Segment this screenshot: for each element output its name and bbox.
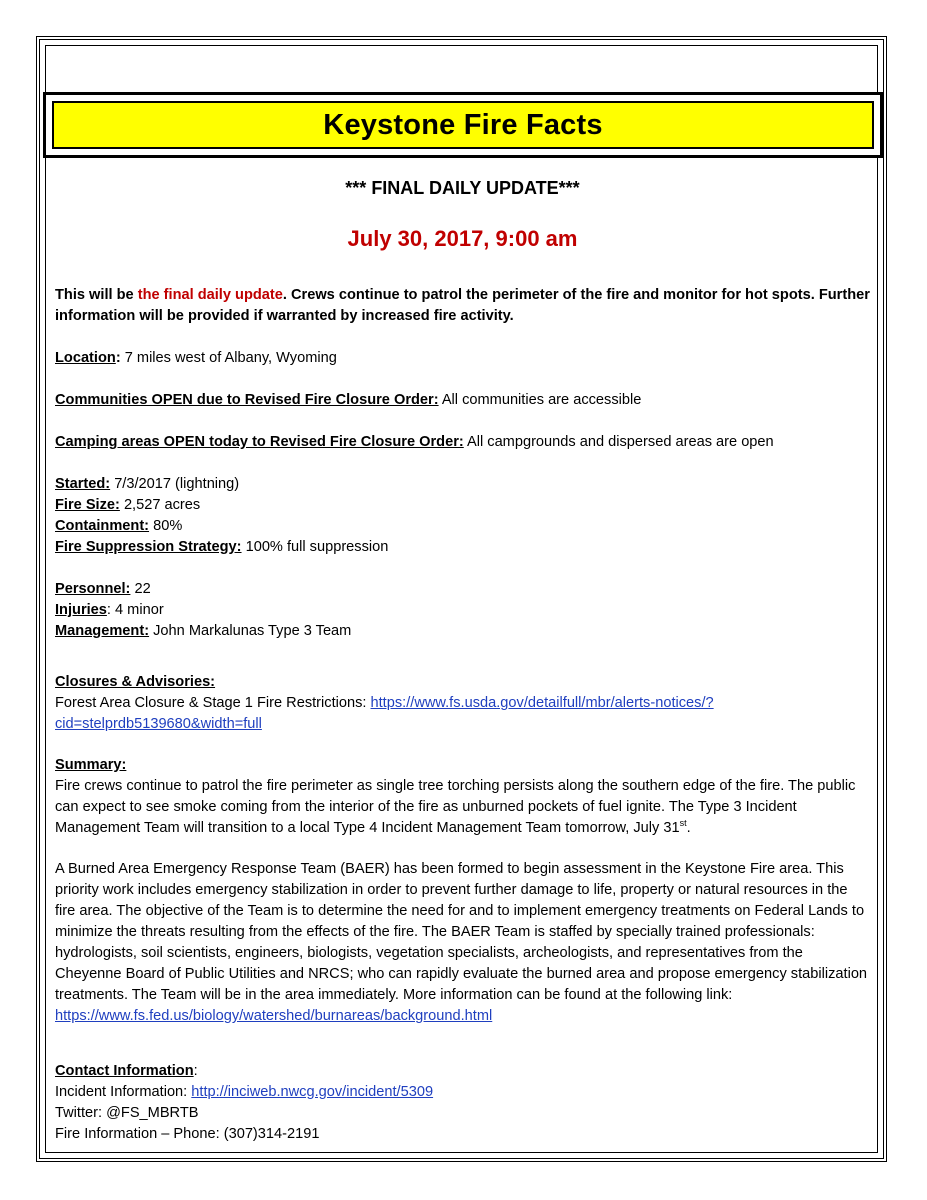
- summary-text-1-end: .: [686, 820, 691, 836]
- closures-label: Closures & Advisories:: [55, 674, 216, 690]
- incident-line: [55, 1082, 870, 1103]
- closures-block: [55, 672, 870, 735]
- camping-label: Camping areas OPEN today to Revised Fire Closure Order:: [55, 434, 464, 450]
- containment-label: Containment:: [55, 518, 150, 534]
- management-value: John Markalunas Type 3 Team: [149, 623, 352, 639]
- started-line: [55, 474, 870, 495]
- communities-value: All communities are accessible: [438, 392, 642, 408]
- summary-block: [55, 755, 870, 1027]
- summary-text-2: A Burned Area Emergency Response Team (BAER) has been formed to begin assessment in the Keystone Fire area. This priority work includes emergency stabilization in order to prevent further damage to life, property or natural resources in the fire area. The objective of the Team is to determine the need for and to implement emergency treatments on Federal Lands to minimize the threats resulting from the effects of the fire. The BAER Team is staffed by specially trained professionals: hydrologists, soil scientists, engineers, biologists, vegetation specialists, archeologists, and representatives from the Cheyenne Board of Public Utilities and NRCS; who can rapidly evaluate the burned area and propose emergency stabilization treatments. The Team will be in the area immediately. More information can be found at the following link:: [55, 861, 868, 1003]
- page-title: Keystone Fire Facts: [323, 108, 603, 141]
- strategy-line: [55, 537, 870, 558]
- strategy-label: Fire Suppression Strategy:: [55, 539, 242, 555]
- title-banner-fill: [52, 101, 874, 149]
- containment-line: [55, 516, 870, 537]
- management-line: [55, 621, 870, 642]
- fire-size-label: Fire Size:: [55, 497, 120, 513]
- personnel-value: 22: [130, 581, 151, 597]
- fire-size-line: [55, 495, 870, 516]
- intro-rest: . Crews continue to patrol the perimeter of the fire and monitor for hot spots. Further information will be provided if warranted by increased fire activity.: [55, 287, 870, 324]
- management-label: Management:: [55, 623, 150, 639]
- injuries-label: Injuries: [55, 602, 107, 618]
- personnel-label: Personnel:: [55, 581, 131, 597]
- incident-link[interactable]: http://inciweb.nwcg.gov/incident/5309: [191, 1084, 434, 1100]
- strategy-value: 100% full suppression: [241, 539, 389, 555]
- location-value: 7 miles west of Albany, Wyoming: [120, 350, 337, 366]
- started-value: 7/3/2017 (lightning): [110, 476, 240, 492]
- date-superscript: st: [679, 818, 687, 829]
- summary-paragraph-1: [55, 776, 870, 839]
- baer-link[interactable]: https://www.fs.fed.us/biology/watershed/burnareas/background.html: [55, 1008, 493, 1024]
- summary-paragraph-2: [55, 859, 870, 1027]
- final-update-heading: *** FINAL DAILY UPDATE***: [345, 178, 580, 198]
- contact-heading: [55, 1061, 870, 1082]
- summary-label: Summary:: [55, 757, 127, 773]
- containment-value: 80%: [149, 518, 183, 534]
- document-body: [55, 170, 870, 1145]
- closures-text: Forest Area Closure & Stage 1 Fire Restrictions:: [55, 695, 371, 711]
- injuries-value: : 4 minor: [106, 602, 164, 618]
- twitter-line: Twitter: @FS_MBRTB: [55, 1105, 199, 1121]
- started-label: Started:: [55, 476, 111, 492]
- location-label: Location: [55, 350, 116, 366]
- contact-label: Contact Information: [55, 1063, 194, 1079]
- summary-text-1: Fire crews continue to patrol the fire perimeter as single tree torching persists along the southern edge of the fire. The public can expect to see smoke coming from the interior of the fire as unburned pockets of fuel ignite. The Type 3 Incident Management Team will transition to a local Type 4 Incident Management Team tomorrow, July 31: [55, 778, 856, 836]
- intro-paragraph: [55, 285, 870, 327]
- title-banner: [43, 92, 883, 158]
- fire-size-value: 2,527 acres: [119, 497, 201, 513]
- personnel-block: [55, 579, 870, 642]
- closures-line: [55, 693, 870, 735]
- contact-block: [55, 1061, 870, 1145]
- phone-line: Fire Information – Phone: (307)314-2191: [55, 1126, 320, 1142]
- communities-label: Communities OPEN due to Revised Fire Closure Order:: [55, 392, 439, 408]
- location-line: Location: 7 miles west of Albany, Wyoming: [55, 350, 337, 366]
- intro-highlight: the final daily update: [137, 287, 283, 303]
- communities-line: [55, 390, 870, 411]
- fire-stats: [55, 474, 870, 558]
- incident-text: Incident Information:: [55, 1084, 192, 1100]
- closures-link[interactable]: https://www.fs.usda.gov/detailfull/mbr/alerts-notices/?cid=stelprdb5139680&width=full: [55, 695, 714, 732]
- contact-colon: :: [193, 1063, 198, 1079]
- intro-lead: This will be: [55, 287, 138, 303]
- injuries-line: [55, 600, 870, 621]
- personnel-line: [55, 579, 870, 600]
- camping-value: All campgrounds and dispersed areas are open: [463, 434, 774, 450]
- update-date: July 30, 2017, 9:00 am: [347, 226, 578, 251]
- camping-line: [55, 432, 870, 453]
